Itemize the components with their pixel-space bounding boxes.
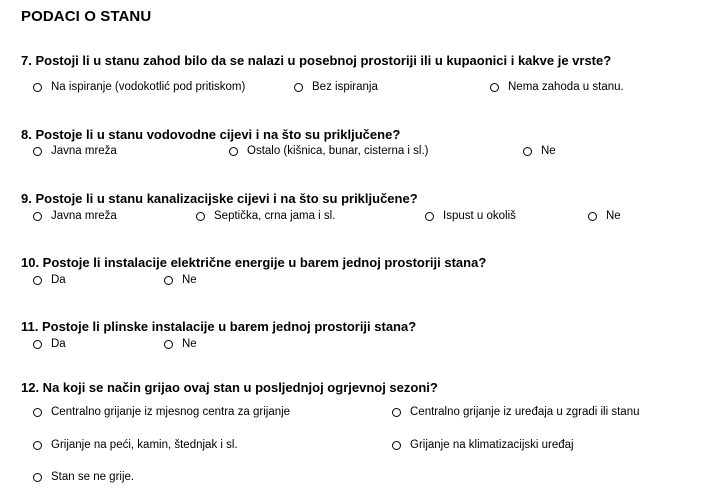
radio-button[interactable] <box>196 212 205 221</box>
option-label: Na ispiranje (vodokotlić pod pritiskom) <box>51 81 246 93</box>
radio-button[interactable] <box>33 212 42 221</box>
question-7-label: 7. Postoji li u stanu zahod bilo da se nalazi u posebnoj prostoriji ili u kupaonici i kakve je vrste? <box>21 53 612 68</box>
option-label: Javna mreža <box>51 145 117 157</box>
question-8-label: 8. Postoje li u stanu vodovodne cijevi i na što su priključene? <box>21 127 401 142</box>
q9-option-discharge[interactable] <box>425 210 516 222</box>
question-10-label: 10. Postoje li instalacije električne energije u barem jednoj prostoriji stana? <box>21 255 487 270</box>
radio-button[interactable] <box>392 441 401 450</box>
option-label: Grijanje na peći, kamin, štednjak i sl. <box>51 439 238 451</box>
question-12-label: 12. Na koji se način grijao ovaj stan u posljednjoj ogrjevnoj sezoni? <box>21 380 438 395</box>
q11-option-no[interactable] <box>164 338 197 350</box>
option-label: Nema zahoda u stanu. <box>508 81 624 93</box>
option-label: Septička, crna jama i sl. <box>214 210 336 222</box>
option-label: Ispust u okoliš <box>443 210 516 222</box>
option-label: Bez ispiranja <box>312 81 378 93</box>
radio-button[interactable] <box>294 83 303 92</box>
q8-option-other[interactable] <box>229 145 429 157</box>
radio-button[interactable] <box>425 212 434 221</box>
q12-option-air-conditioning[interactable] <box>392 439 574 451</box>
radio-button[interactable] <box>523 147 532 156</box>
radio-button[interactable] <box>164 276 173 285</box>
q9-option-no[interactable] <box>588 210 621 222</box>
radio-button[interactable] <box>33 276 42 285</box>
q7-option-flush[interactable] <box>33 81 245 93</box>
q7-option-no-toilet[interactable] <box>490 81 624 93</box>
q9-option-public-network[interactable] <box>33 210 117 222</box>
q10-option-no[interactable] <box>164 274 197 286</box>
radio-button[interactable] <box>164 340 173 349</box>
q7-option-no-flush[interactable] <box>294 81 378 93</box>
radio-button[interactable] <box>588 212 597 221</box>
q9-option-septic-tank[interactable] <box>196 210 335 222</box>
option-label: Centralno grijanje iz uređaja u zgradi ili stanu <box>410 406 640 418</box>
option-label: Ostalo (kišnica, bunar, cisterna i sl.) <box>247 145 429 157</box>
q12-option-building-central-heating[interactable] <box>392 406 640 418</box>
q11-option-yes[interactable] <box>33 338 66 350</box>
option-label: Da <box>51 274 66 286</box>
option-label: Stan se ne grije. <box>51 471 135 483</box>
section-title: PODACI O STANU <box>21 8 152 25</box>
radio-button[interactable] <box>33 408 42 417</box>
radio-button[interactable] <box>33 147 42 156</box>
option-label: Centralno grijanje iz mjesnog centra za grijanje <box>51 406 291 418</box>
option-label: Ne <box>182 274 197 286</box>
radio-button[interactable] <box>229 147 238 156</box>
radio-button[interactable] <box>33 473 42 482</box>
radio-button[interactable] <box>33 441 42 450</box>
option-label: Ne <box>541 145 556 157</box>
question-9-label: 9. Postoje li u stanu kanalizacijske cijevi i na što su priključene? <box>21 191 418 206</box>
question-11-label: 11. Postoje li plinske instalacije u barem jednoj prostoriji stana? <box>21 319 417 334</box>
option-label: Ne <box>182 338 197 350</box>
radio-button[interactable] <box>392 408 401 417</box>
radio-button[interactable] <box>490 83 499 92</box>
option-label: Grijanje na klimatizacijski uređaj <box>410 439 574 451</box>
radio-button[interactable] <box>33 340 42 349</box>
q12-option-stove-heating[interactable] <box>33 439 238 451</box>
q12-option-not-heated[interactable] <box>33 471 134 483</box>
option-label: Javna mreža <box>51 210 117 222</box>
q8-option-public-network[interactable] <box>33 145 117 157</box>
option-label: Da <box>51 338 66 350</box>
q12-option-district-heating[interactable] <box>33 406 290 418</box>
option-label: Ne <box>606 210 621 222</box>
q8-option-no[interactable] <box>523 145 556 157</box>
radio-button[interactable] <box>33 83 42 92</box>
q10-option-yes[interactable] <box>33 274 66 286</box>
